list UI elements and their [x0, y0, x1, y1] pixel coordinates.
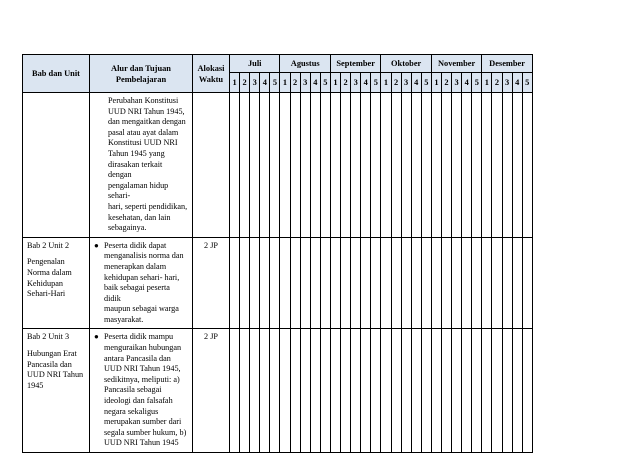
unit-name-line: 1945	[27, 380, 44, 390]
week-cell[interactable]	[472, 329, 482, 453]
week-cell[interactable]	[512, 329, 522, 453]
week-number: 4	[361, 73, 371, 93]
header-alokasi-line1: Alokasi	[197, 63, 225, 73]
week-cell[interactable]	[391, 93, 401, 238]
week-cell[interactable]	[250, 237, 260, 329]
week-cell[interactable]	[330, 93, 340, 238]
alur-line: merupakan sumber dari	[104, 417, 182, 427]
week-cell[interactable]	[330, 329, 340, 453]
week-cell[interactable]	[310, 93, 320, 238]
alur-line: pengalaman hidup sehari-	[108, 180, 169, 201]
schedule-table	[22, 54, 533, 453]
table-body	[23, 93, 533, 453]
week-cell[interactable]	[361, 329, 371, 453]
week-cell[interactable]	[522, 93, 532, 238]
alur-line: Pancasila sebagai	[104, 385, 162, 395]
week-number: 1	[431, 73, 441, 93]
alur-tujuan-text	[104, 241, 188, 326]
week-cell[interactable]	[260, 329, 270, 453]
alur-line: negara sekaligus	[104, 406, 159, 416]
header-alur-tujuan	[90, 55, 193, 93]
week-cell[interactable]	[230, 93, 240, 238]
week-number: 1	[230, 73, 240, 93]
week-cell[interactable]	[492, 93, 502, 238]
schedule-sheet	[22, 54, 533, 453]
week-number: 2	[290, 73, 300, 93]
week-number: 4	[260, 73, 270, 93]
alur-line: UUD NRI Tahun 1945,	[104, 364, 181, 374]
week-cell[interactable]	[522, 237, 532, 329]
week-cell[interactable]	[351, 237, 361, 329]
week-cell[interactable]	[512, 237, 522, 329]
week-cell[interactable]	[381, 93, 391, 238]
week-number: 5	[472, 73, 482, 93]
week-cell[interactable]	[462, 329, 472, 453]
week-number: 4	[310, 73, 320, 93]
alur-line: menguraikan hubungan	[104, 343, 182, 353]
week-cell[interactable]	[472, 237, 482, 329]
header-alokasi-waktu	[193, 55, 230, 93]
week-cell[interactable]	[341, 237, 351, 329]
week-number: 3	[250, 73, 260, 93]
week-cell[interactable]	[401, 237, 411, 329]
week-cell[interactable]	[260, 237, 270, 329]
header-alur-line1: Alur dan Tujuan	[111, 63, 171, 73]
week-cell[interactable]	[492, 237, 502, 329]
unit-title: Bab 2 Unit 2	[27, 240, 70, 250]
week-number: 5	[270, 73, 280, 93]
week-cell[interactable]	[462, 93, 472, 238]
alur-line: segala sumber hukum, b)	[104, 427, 187, 437]
week-cell[interactable]	[462, 237, 472, 329]
alur-line: dirasakan terkait dengan	[108, 159, 163, 180]
week-cell[interactable]	[411, 93, 421, 238]
week-cell[interactable]	[441, 93, 451, 238]
alur-line: sedikitnya, meliputi: a)	[104, 374, 180, 384]
week-number: 1	[482, 73, 492, 93]
alur-tujuan-cell	[90, 93, 193, 238]
week-number: 1	[330, 73, 340, 93]
week-cell[interactable]	[330, 237, 340, 329]
table-row	[23, 329, 533, 453]
week-cell[interactable]	[452, 237, 462, 329]
week-cell[interactable]	[371, 237, 381, 329]
alur-line: menganalisis norma dan	[104, 251, 184, 261]
alur-line: Perubahan Konstitusi	[108, 96, 179, 105]
unit-name-line: Pancasila dan	[27, 359, 72, 369]
week-cell[interactable]	[320, 237, 330, 329]
alur-line: menerapkan dalam	[104, 261, 167, 271]
week-cell[interactable]	[472, 93, 482, 238]
week-cell[interactable]	[240, 329, 250, 453]
week-cell[interactable]	[482, 237, 492, 329]
alur-line: Peserta didik dapat	[104, 240, 167, 250]
alur-line: UUD NRI Tahun 1945	[104, 438, 179, 448]
week-cell[interactable]	[431, 237, 441, 329]
table-row	[23, 93, 533, 238]
week-cell[interactable]	[270, 329, 280, 453]
unit-name-line: Hubungan Erat	[27, 349, 77, 359]
alur-line: dan mengaitkan dengan	[108, 117, 186, 127]
week-cell[interactable]	[361, 93, 371, 238]
unit-name-line: Norma dalam	[27, 267, 72, 277]
week-cell[interactable]	[421, 329, 431, 453]
week-cell[interactable]	[381, 237, 391, 329]
week-cell[interactable]	[502, 237, 512, 329]
week-cell[interactable]	[260, 93, 270, 238]
week-cell[interactable]	[482, 93, 492, 238]
unit-name-line: UUD NRI Tahun	[27, 370, 84, 380]
alokasi-waktu-cell	[193, 93, 230, 238]
week-number: 1	[280, 73, 290, 93]
unit-cell	[23, 329, 90, 453]
week-cell[interactable]	[391, 237, 401, 329]
month-header: Desember	[482, 55, 532, 73]
week-cell[interactable]	[381, 329, 391, 453]
week-cell[interactable]	[290, 329, 300, 453]
week-cell[interactable]	[320, 93, 330, 238]
week-cell[interactable]	[250, 93, 260, 238]
week-cell[interactable]	[290, 93, 300, 238]
week-cell[interactable]	[300, 237, 310, 329]
week-number: 3	[300, 73, 310, 93]
alur-line: antara Pancasila dan	[104, 353, 171, 363]
week-cell[interactable]	[522, 329, 532, 453]
week-cell[interactable]	[351, 93, 361, 238]
week-cell[interactable]	[280, 329, 290, 453]
unit-name	[27, 349, 85, 391]
week-cell[interactable]	[341, 93, 351, 238]
week-cell[interactable]	[310, 329, 320, 453]
week-cell[interactable]	[431, 93, 441, 238]
week-cell[interactable]	[452, 93, 462, 238]
week-number: 1	[381, 73, 391, 93]
unit-name-line: Kehidupan	[27, 278, 63, 288]
week-number: 5	[421, 73, 431, 93]
week-cell[interactable]	[441, 329, 451, 453]
week-cell[interactable]	[280, 93, 290, 238]
week-cell[interactable]	[290, 237, 300, 329]
week-number: 2	[341, 73, 351, 93]
week-cell[interactable]	[492, 329, 502, 453]
week-cell[interactable]	[502, 93, 512, 238]
week-cell[interactable]	[230, 237, 240, 329]
alur-tujuan-text	[104, 332, 188, 449]
header-alur-line2: Pembelajaran	[115, 74, 167, 84]
week-cell[interactable]	[502, 329, 512, 453]
week-cell[interactable]	[300, 93, 310, 238]
month-header: September	[330, 55, 380, 73]
week-cell[interactable]	[361, 237, 371, 329]
week-cell[interactable]	[270, 237, 280, 329]
week-cell[interactable]	[310, 237, 320, 329]
alur-line: maupun sebagai warga	[104, 304, 179, 314]
alur-tujuan-cell	[90, 329, 193, 453]
week-cell[interactable]	[230, 329, 240, 453]
bullet-icon: ●	[94, 240, 99, 250]
week-cell[interactable]	[280, 237, 290, 329]
week-cell[interactable]	[371, 329, 381, 453]
alur-line: UUD NRI Tahun 1945,	[108, 106, 185, 116]
week-cell[interactable]	[240, 93, 250, 238]
week-number: 3	[502, 73, 512, 93]
week-number: 4	[462, 73, 472, 93]
month-header: Oktober	[381, 55, 431, 73]
alur-line: masyarakat.	[104, 314, 144, 324]
week-cell[interactable]	[240, 237, 250, 329]
week-cell[interactable]	[351, 329, 361, 453]
unit-title: Bab 2 Unit 3	[27, 332, 70, 342]
week-cell[interactable]	[300, 329, 310, 453]
alur-line: pasal atau ayat dalam	[108, 127, 179, 137]
week-number: 5	[320, 73, 330, 93]
week-number: 3	[452, 73, 462, 93]
week-number: 2	[240, 73, 250, 93]
header-bab-unit: Bab dan Unit	[23, 55, 90, 93]
alokasi-waktu-cell: 2 JP	[193, 329, 230, 453]
week-number: 5	[371, 73, 381, 93]
week-cell[interactable]	[421, 237, 431, 329]
week-cell[interactable]	[411, 237, 421, 329]
week-cell[interactable]	[452, 329, 462, 453]
unit-cell	[23, 237, 90, 329]
alur-line: Peserta didik mampu	[104, 332, 174, 342]
alokasi-waktu-cell: 2 JP	[193, 237, 230, 329]
alur-line: Tahun 1945 yang	[108, 148, 165, 158]
week-number: 4	[411, 73, 421, 93]
month-header: November	[431, 55, 481, 73]
month-header: Agustus	[280, 55, 330, 73]
week-cell[interactable]	[371, 93, 381, 238]
week-cell[interactable]	[401, 329, 411, 453]
alur-tujuan-cell	[90, 237, 193, 329]
week-cell[interactable]	[320, 329, 330, 453]
alur-line: kesehatan, dan lain	[108, 212, 171, 222]
week-cell[interactable]	[441, 237, 451, 329]
unit-name	[27, 257, 85, 299]
alur-line: sebagainya.	[108, 223, 147, 233]
alur-tujuan-text	[108, 96, 188, 234]
week-cell[interactable]	[431, 329, 441, 453]
week-cell[interactable]	[250, 329, 260, 453]
week-number: 3	[401, 73, 411, 93]
alur-line: hari, seperti pendidikan,	[108, 201, 188, 211]
week-number: 3	[351, 73, 361, 93]
week-cell[interactable]	[341, 329, 351, 453]
week-cell[interactable]	[421, 93, 431, 238]
unit-name-line: Pengenalan	[27, 257, 65, 267]
table-header	[23, 55, 533, 93]
alur-line: ideologi dan falsafah	[104, 396, 173, 406]
week-number: 2	[391, 73, 401, 93]
alur-line: baik sebagai peserta didik	[104, 283, 170, 303]
alur-line: Konstitusi UUD NRI	[108, 138, 178, 148]
month-header: Juli	[230, 55, 280, 73]
week-number: 2	[441, 73, 451, 93]
week-cell[interactable]	[411, 329, 421, 453]
week-number: 5	[522, 73, 532, 93]
unit-name-line: Sehari-Hari	[27, 289, 66, 299]
week-cell[interactable]	[512, 93, 522, 238]
unit-cell	[23, 93, 90, 238]
week-cell[interactable]	[401, 93, 411, 238]
week-cell[interactable]	[270, 93, 280, 238]
header-alokasi-line2: Waktu	[198, 74, 224, 84]
bullet-icon: ●	[94, 332, 99, 342]
week-number: 2	[492, 73, 502, 93]
week-cell[interactable]	[482, 329, 492, 453]
week-number: 4	[512, 73, 522, 93]
week-cell[interactable]	[391, 329, 401, 453]
alur-line: kehidupan sehari- hari,	[104, 272, 180, 282]
table-row	[23, 237, 533, 329]
